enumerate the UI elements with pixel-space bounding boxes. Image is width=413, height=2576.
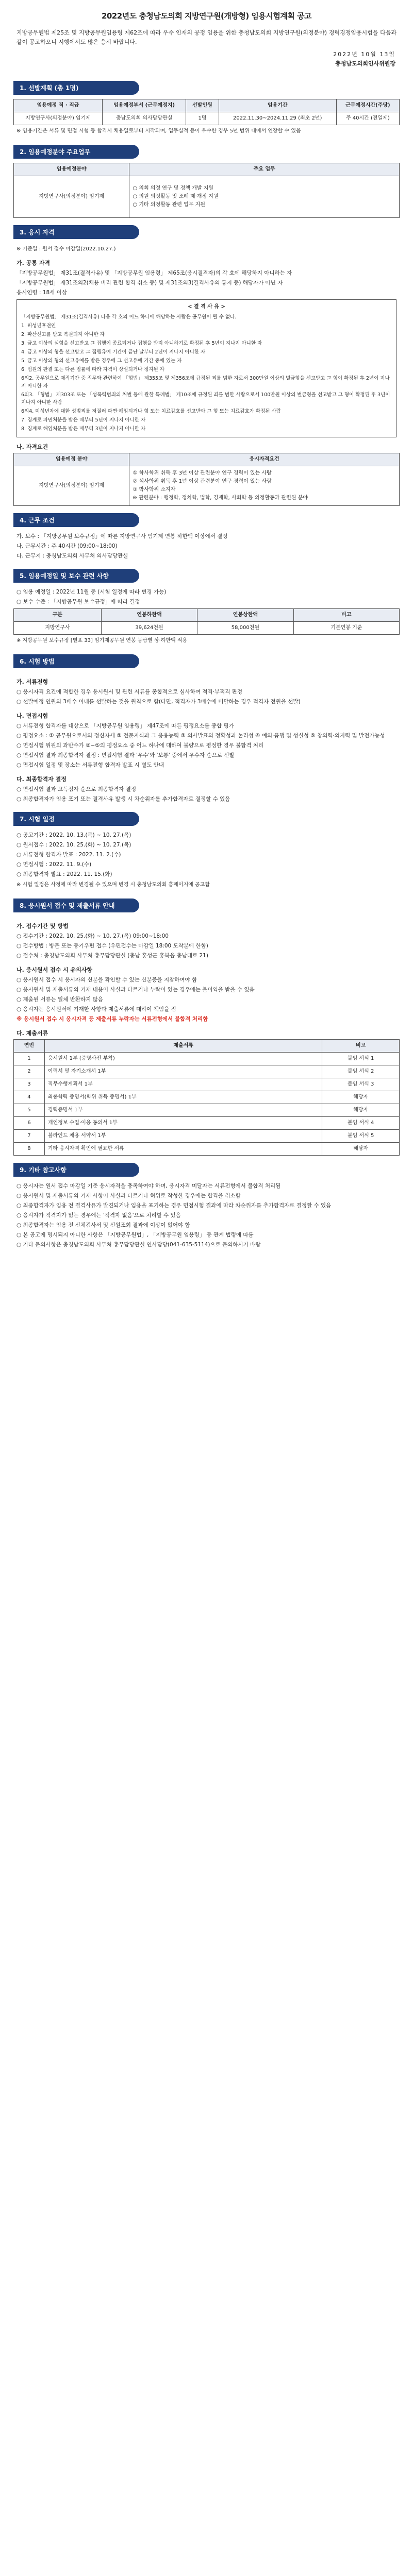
table-cell: 블라인드 채용 서약서 1부 xyxy=(44,1130,322,1143)
eligibility-common-title: 가. 공통 자격 xyxy=(16,260,50,266)
section-header-notes: 9. 기타 참고사항 xyxy=(13,1163,139,1177)
table-cell: 58,000천원 xyxy=(197,622,293,635)
disqualification-item: 6의4. 미성년자에 대한 성범죄를 저질러 파면·해임되거나 형 또는 치료감호를 선고받아 그 형 또는 치료감호가 확정된 사람 xyxy=(21,409,281,414)
notes-item: ○ 응시자는 원서 접수 마감일 기준 응시자격을 충족하여야 하며, 응시자격 미달자는 서류전형에서 불합격 처리됨 xyxy=(16,1183,281,1189)
table-header: 연봉하한액 xyxy=(101,609,197,622)
eligibility-baseline-note: ※ 기준일 : 원서 접수 마감일(2022.10.27.) xyxy=(16,246,116,252)
requirements-title: 나. 자격요건 xyxy=(16,444,48,450)
table-cell: 해당자 xyxy=(322,1091,400,1104)
duty-item: ○ 의원 의정활동 및 조례 제·개정 지원 xyxy=(133,194,219,199)
table-header: 선발인원 xyxy=(186,99,219,112)
section-header-eligibility: 3. 응시 자격 xyxy=(13,225,139,239)
section-header-work-conditions: 4. 근무 조건 xyxy=(13,513,139,527)
table-cell: 응시원서 1부 (증명사진 부착) xyxy=(44,1053,322,1065)
notes-item: ○ 본 공고에 명시되지 아니한 사항은 「지방공무원법」, 「지방공무원 임용령」 등 관계 법령에 따름 xyxy=(16,1232,254,1238)
table-cell: 지방연구사(의정분야) 임기제 xyxy=(14,176,129,218)
table-cell: 1명 xyxy=(186,112,219,125)
table-row xyxy=(14,1117,400,1130)
table-cell: 붙임 서식 3 xyxy=(322,1078,400,1091)
table-header: 주요 업무 xyxy=(129,163,400,176)
application-item: ○ 접수기간 : 2022. 10. 25.(화) ~ 10. 27.(목) 09:00~18:00 xyxy=(16,933,169,939)
appointment-item: ○ 임용 예정일 : 2022년 11월 중 (시험 일정에 따라 변경 가능) xyxy=(16,589,167,595)
intro-paragraph: 지방공무원법 제25조 및 지방공무원임용령 제62조에 따라 우수 인재의 공정 임용을 위한 충청남도의회 지방연구원(의정분야) 경력경쟁임용시험을 다음과 같이 공고하오니 시행에서도 많은 응시 바랍니다. xyxy=(16,29,397,45)
duty-item: ○ 기타 의정활동 관련 업무 지원 xyxy=(133,202,205,208)
table-cell: 충남도의회 의사담당관실 xyxy=(103,112,186,125)
table-cell: 이력서 및 자기소개서 1부 xyxy=(44,1065,322,1078)
announcement-date: 2022년 10월 13일 xyxy=(333,51,395,58)
disqualification-item: 1. 피성년후견인 xyxy=(21,323,56,329)
notes-item: ○ 응시원서 및 제출서류의 기재 사항이 사실과 다르거나 허위로 작성한 경우에는 합격을 취소함 xyxy=(16,1193,241,1199)
table-header: 비고 xyxy=(293,609,399,622)
work-condition-item: 나. 근무시간 : 주 40시간 (09:00~18:00) xyxy=(16,543,118,549)
table-cell: 붙임 서식 5 xyxy=(322,1130,400,1143)
table-header: 비고 xyxy=(322,1040,400,1053)
requirement-item: ③ 박사학위 소지자 xyxy=(133,487,176,493)
table-cell: 기본연봉 기준 xyxy=(293,622,399,635)
table-cell: 1 xyxy=(14,1053,45,1065)
disqualification-item: 5. 금고 이상의 형의 선고유예를 받은 경우에 그 선고유예 기간 중에 있는 자 xyxy=(21,358,182,364)
pay-note: ※ 지방공무원 보수규정 [별표 33] 임기제공무원 연봉 등급별 상·하한액 적용 xyxy=(16,638,188,643)
requirement-item: ① 학사학위 취득 후 3년 이상 관련분야 연구 경력이 있는 사람 xyxy=(133,470,272,476)
appointment-item: ○ 보수 수준 : 「지방공무원 보수규정」에 따라 결정 xyxy=(16,599,140,605)
disqualification-item: 7. 징계로 파면처분을 받은 때부터 5년이 지나지 아니한 자 xyxy=(21,417,146,423)
documents-title: 다. 제출서류 xyxy=(16,1030,48,1037)
section-header-selection-plan: 1. 선발계획 (총 1명) xyxy=(13,81,139,95)
eligibility-paragraph: 「지방공무원법」 제31조(결격사유) 및 「지방공무원 임용령」 제65조(응시결격자)의 각 호에 해당하지 아니하는 자 xyxy=(16,270,292,276)
exam-method-item: ○ 면접시험 결과 고득점자 순으로 최종합격자 결정 xyxy=(16,786,137,792)
table-cell: 주 40시간 (전일제) xyxy=(336,112,399,125)
table-row xyxy=(14,1091,400,1104)
disqualification-item: 2. 파산선고를 받고 복권되지 아니한 자 xyxy=(21,332,105,337)
footer-spacer xyxy=(13,1250,400,1271)
disqualification-title: < 결 격 사 유 > xyxy=(188,304,225,310)
application-subtitle: 나. 응시원서 접수 시 유의사항 xyxy=(16,967,93,973)
table-cell: 지방연구사 xyxy=(14,622,102,635)
section-header-schedule: 7. 시험 일정 xyxy=(13,812,139,826)
duty-item: ○ 의회 의정 연구 및 정책 개발 지원 xyxy=(133,185,213,191)
table-cell: 붙임 서식 4 xyxy=(322,1117,400,1130)
page-title: 2022년도 충청남도의회 지방연구원(개방형) 임용시험계획 공고 xyxy=(101,11,312,21)
table-cell: 직무수행계획서 1부 xyxy=(44,1078,322,1091)
table-header: 연봉상한액 xyxy=(197,609,293,622)
disqualification-item: 8. 징계로 해임처분을 받은 때부터 3년이 지나지 아니한 자 xyxy=(21,426,146,432)
table-header: 구분 xyxy=(14,609,102,622)
exam-method-item: ○ 응시자격 요건에 적합한 경우 응시원서 및 관련 서류를 종합적으로 심사하여 적격·부적격 판정 xyxy=(16,689,242,695)
table-row xyxy=(14,1143,400,1156)
table-cell: 3 xyxy=(14,1078,45,1091)
table-header: 임용예정 분야 xyxy=(14,453,129,466)
work-condition-item: 가. 보수 : 「지방공무원 보수규정」에 따른 지방연구사 임기제 연봉 하한액 이상에서 결정 xyxy=(16,533,228,539)
table-header: 임용기간 xyxy=(219,99,336,112)
documents-table xyxy=(13,1039,400,1156)
table-cell: 39,624천원 xyxy=(101,622,197,635)
application-item: ○ 제출된 서류는 일체 반환하지 않음 xyxy=(16,996,103,1003)
eligibility-paragraph: 응시연령 : 18세 이상 xyxy=(16,290,67,296)
table-row xyxy=(14,1104,400,1117)
schedule-note: ※ 시험 일정은 사정에 따라 변경될 수 있으며 변경 시 충청남도의회 홈페이지에 공고함 xyxy=(16,882,210,888)
announcement-page xyxy=(0,0,413,1271)
section-header-appointment: 5. 임용예정일 및 보수 관련 사항 xyxy=(13,569,139,583)
table-cell: 2022.11.30~2024.11.29 (최초 2년) xyxy=(219,112,336,125)
table-header: 제출서류 xyxy=(44,1040,322,1053)
disqualification-item: 「지방공무원법」 제31조(결격사유) 다음 각 호의 어느 하나에 해당하는 사람은 공무원이 될 수 없다. xyxy=(21,314,237,320)
table-cell: 경력증명서 1부 xyxy=(44,1104,322,1117)
exam-method-item: ○ 서류전형 합격자를 대상으로 「지방공무원 임용령」 제47조에 따른 평정요소를 종합 평가 xyxy=(16,723,234,729)
table-cell: 붙임 서식 2 xyxy=(322,1065,400,1078)
selection-note: ※ 임용기간은 서류 및 면접 시험 등 합격시 채용일로부터 시작되며, 업무실적 등이 우수한 경우 5년 범위 내에서 연장할 수 있음 xyxy=(16,128,301,134)
work-condition-item: 다. 근무지 : 충청남도의회 사무처 의사담당관실 xyxy=(16,553,128,559)
application-item: ○ 접수처 : 충청남도의회 사무처 총무담당관실 (충남 홍성군 홍북읍 충남대로 21) xyxy=(16,953,208,959)
requirements-table xyxy=(13,453,400,506)
table-cell: 7 xyxy=(14,1130,45,1143)
table-header: 응시자격요건 xyxy=(129,453,400,466)
exam-method-item: ○ 평정요소 : ① 공무원으로서의 정신자세 ② 전문지식과 그 응용능력 ③ 의사발표의 정확성과 논리성 ④ 예의·품행 및 성실성 ⑤ 창의력·의지력 및 발전가능성 xyxy=(16,733,385,739)
table-row xyxy=(14,1065,400,1078)
table-header: 임용예정부서 (근무예정지) xyxy=(103,99,186,112)
issuing-organization: 충청남도의회인사위원장 xyxy=(335,60,395,67)
disqualification-box xyxy=(16,299,397,437)
notes-item: ○ 최종합격자가 임용 전 결격사유가 발견되거나 임용을 포기하는 경우 면접시험 결과에 따라 차순위자를 추가합격자로 결정할 수 있음 xyxy=(16,1202,332,1209)
section-header-application: 8. 응시원서 접수 및 제출서류 안내 xyxy=(13,899,139,912)
notes-item: ○ 응시자가 적격자가 없는 경우에는 '적격자 없음'으로 처리할 수 있음 xyxy=(16,1212,181,1218)
application-item: ○ 응시자는 응시원서에 기재한 사항과 제출서류에 대하여 책임을 짐 xyxy=(16,1006,176,1012)
requirement-item: ② 석사학위 취득 후 1년 이상 관련분야 연구 경력이 있는 사람 xyxy=(133,479,272,484)
table-cell: 최종학력 증명서(학위 취득 증명서) 1부 xyxy=(44,1091,322,1104)
disqualification-item: 6의2. 공무원으로 재직기간 중 직무와 관련하여 「형법」 제355조 및 제356조에 규정된 죄를 범한 자로서 300만원 이상의 벌금형을 선고받고 그 형이 확정된 후 2년이 지나지 아니한 자 xyxy=(21,376,390,389)
table-cell: 2 xyxy=(14,1065,45,1078)
pay-table xyxy=(13,608,400,635)
exam-method-subtitle: 가. 서류전형 xyxy=(16,679,48,685)
table-row xyxy=(14,1053,400,1065)
table-header: 근무예정시간(주당) xyxy=(336,99,399,112)
exam-method-item: ○ 면접시험 위원의 과반수가 ②~⑤의 평정요소 중 어느 하나에 대하여 불량으로 평정한 경우 불합격 처리 xyxy=(16,742,264,749)
application-warning: ※ 응시원서 접수 시 응시자격 등 제출서류 누락자는 서류전형에서 불합격 처리함 xyxy=(16,1016,208,1022)
duties-table xyxy=(13,163,400,218)
table-cell: 8 xyxy=(14,1143,45,1156)
schedule-item: ○ 면접시험 : 2022. 11. 9.(수) xyxy=(16,861,92,868)
table-cell: 해당자 xyxy=(322,1104,400,1117)
exam-method-item: ○ 최종합격자가 임용 포기 또는 결격사유 발생 시 차순위자를 추가합격자로 결정할 수 있음 xyxy=(16,796,230,802)
notes-item: ○ 기타 문의사항은 충청남도의회 사무처 총무담당관실 인사담당(041-635-5114)으로 문의하시기 바람 xyxy=(16,1242,261,1248)
selection-plan-table xyxy=(13,99,400,125)
table-cell: 개인정보 수집·이용 동의서 1부 xyxy=(44,1117,322,1130)
disqualification-item: 3. 금고 이상의 실형을 선고받고 그 집행이 종료되거나 집행을 받지 아니하기로 확정된 후 5년이 지나지 아니한 자 xyxy=(21,341,262,346)
table-header: 연번 xyxy=(14,1040,45,1053)
application-item: ○ 응시원서 및 제출서류의 기재 내용이 사실과 다르거나 누락이 있는 경우에는 불이익을 받을 수 있음 xyxy=(16,987,255,993)
exam-method-item: ○ 면접시험 결과 최종합격자 결정 : 면접시험 결과 '우수'와 '보통' 중에서 우수자 순으로 선발 xyxy=(16,752,235,758)
exam-method-item: ○ 선발예정 인원의 3배수 이내를 선발하는 것을 원칙으로 함(다만, 적격자가 3배수에 미달하는 경우 적격자 전원을 선발) xyxy=(16,699,301,705)
exam-method-subtitle: 나. 면접시험 xyxy=(16,713,48,719)
table-row xyxy=(14,1130,400,1143)
application-item: ○ 응시원서 접수 시 응시자의 신분을 확인할 수 있는 신분증을 지참하여야 함 xyxy=(16,977,197,983)
table-cell: 해당자 xyxy=(322,1143,400,1156)
eligibility-paragraph: 「지방공무원법」 제31조의2(채용 비리 관련 합격 취소 등) 및 제31조의3(결격사유의 통지 등) 해당자가 아닌 자 xyxy=(16,280,283,286)
disqualification-item: 4. 금고 이상의 형을 선고받고 그 집행유예 기간이 끝난 날부터 2년이 지나지 아니한 자 xyxy=(21,349,206,355)
exam-method-item: ○ 면접시험 일정 및 장소는 서류전형 합격자 발표 시 별도 안내 xyxy=(16,762,164,768)
table-cell: 지방연구사(의정분야) 임기제 xyxy=(14,112,103,125)
requirements-cell xyxy=(129,466,400,506)
table-cell: 4 xyxy=(14,1091,45,1104)
section-header-duties: 2. 임용예정분야 주요업무 xyxy=(13,145,139,159)
exam-method-subtitle: 다. 최종합격자 결정 xyxy=(16,776,67,783)
application-subtitle: 가. 접수기간 및 방법 xyxy=(16,923,69,929)
table-header: 임용예정 직 · 직급 xyxy=(14,99,103,112)
duties-cell xyxy=(129,176,400,218)
table-cell: 지방연구사(의정분야) 임기제 xyxy=(14,466,129,506)
disqualification-item: 6. 법원의 판결 또는 다른 법률에 따라 자격이 상실되거나 정지된 자 xyxy=(21,367,164,372)
schedule-item: ○ 공고기간 : 2022. 10. 13.(목) ~ 10. 27.(목) xyxy=(16,832,131,838)
table-cell: 기타 응시자격 확인에 필요한 서류 xyxy=(44,1143,322,1156)
table-cell: 붙임 서식 1 xyxy=(322,1053,400,1065)
table-cell: 5 xyxy=(14,1104,45,1117)
disqualification-item: 6의3. 「형법」 제303조 또는 「성폭력범죄의 처벌 등에 관한 특례법」 제10조에 규정된 죄를 범한 사람으로서 100만원 이상의 벌금형을 선고받고 그 형이 확정된 후 3년이 지나지 아니한 사람 xyxy=(21,392,390,405)
section-header-exam-method: 6. 시험 방법 xyxy=(13,654,139,668)
requirement-item: ※ 관련분야 : 행정학, 정치학, 법학, 경제학, 사회학 등 의정활동과 관련된 분야 xyxy=(133,495,308,501)
table-cell: 6 xyxy=(14,1117,45,1130)
notes-item: ○ 최종합격자는 임용 전 신체검사서 및 신원조회 결과에 이상이 없어야 함 xyxy=(16,1222,190,1228)
schedule-item: ○ 원서접수 : 2022. 10. 25.(화) ~ 10. 27.(목) xyxy=(16,842,131,848)
table-header: 임용예정분야 xyxy=(14,163,129,176)
application-item: ○ 접수방법 : 방문 또는 등기우편 접수 (우편접수는 마감일 18:00 도착분에 한함) xyxy=(16,943,208,949)
table-row xyxy=(14,1078,400,1091)
schedule-item: ○ 서류전형 합격자 발표 : 2022. 11. 2.(수) xyxy=(16,852,121,858)
schedule-item: ○ 최종합격자 발표 : 2022. 11. 15.(화) xyxy=(16,871,112,877)
